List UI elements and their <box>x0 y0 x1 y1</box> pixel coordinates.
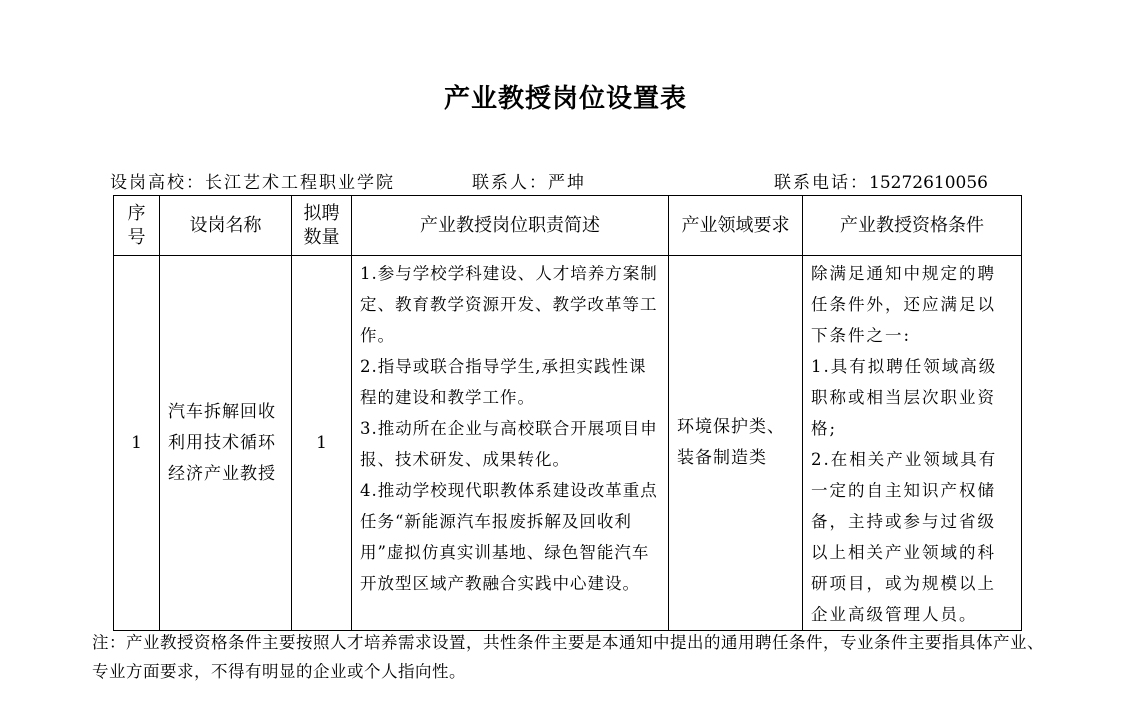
qualification-item: 除满足通知中规定的聘任条件外，还应满足以下条件之一: <box>811 264 996 345</box>
cell-seq: 1 <box>114 256 160 631</box>
duty-item: 2.指导或联合指导学生,承担实践性课程的建设和教学工作。 <box>360 357 647 407</box>
phone-label: 联系电话： <box>774 173 869 193</box>
phone-info <box>774 168 988 193</box>
cell-position-name: 汽车拆解回收利用技术循环经济产业教授 <box>160 256 292 631</box>
header-seq-line2: 号 <box>127 226 146 248</box>
duty-item: 1.参与学校学科建设、人才培养方案制定、教育教学资源开发、教学改革等工作。 <box>360 264 658 345</box>
cell-qualification <box>803 256 1022 631</box>
duty-item: 4.推动学校现代职教体系建设改革重点任务“新能源汽车报废拆解及回收利用”虚拟仿真实训基地、绿色智能汽车开放型区域产教融合实践中心建设。 <box>360 481 658 593</box>
cell-field: 环境保护类、装备制造类 <box>669 256 803 631</box>
footnote: 注：产业教授资格条件主要按照人才培养需求设置，共性条件主要是本通知中提出的通用聘任条件，专业条件主要指具体产业、专业方面要求，不得有明显的企业或个人指向性。 <box>92 633 1044 681</box>
header-name: 设岗名称 <box>160 196 292 256</box>
table-header-row <box>114 196 1022 256</box>
header-count-line1: 拟聘 <box>303 202 340 224</box>
table-row <box>114 256 1022 631</box>
school-info <box>110 168 395 193</box>
qualification-item: 1.具有拟聘任领域高级职称或相当层次职业资格; <box>811 357 998 438</box>
header-seq <box>114 196 160 256</box>
header-seq-line1: 序 <box>127 202 146 224</box>
cell-duties <box>352 256 669 631</box>
duty-item: 3.推动所在企业与高校联合开展项目申报、技术研发、成果转化。 <box>360 419 658 469</box>
school-value: 长江艺术工程职业学院 <box>205 173 395 193</box>
header-duties: 产业教授岗位职责简述 <box>352 196 669 256</box>
header-count-line2: 数量 <box>303 226 340 248</box>
qualification-item: 2.在相关产业领域具有一定的自主知识产权储备，主持或参与过省级以上相关产业领域的科研项目，或为规模以上企业高级管理人员。 <box>811 450 998 624</box>
position-table <box>113 195 1022 631</box>
contact-info <box>472 168 586 193</box>
contact-value: 严坤 <box>548 173 586 193</box>
cell-count: 1 <box>292 256 352 631</box>
header-count <box>292 196 352 256</box>
page-title: 产业教授岗位设置表 <box>443 84 687 114</box>
header-field: 产业领域要求 <box>669 196 803 256</box>
contact-label: 联系人： <box>472 173 548 193</box>
school-label: 设岗高校： <box>110 173 205 193</box>
phone-value: 15272610056 <box>869 173 988 193</box>
header-qualification: 产业教授资格条件 <box>803 196 1022 256</box>
